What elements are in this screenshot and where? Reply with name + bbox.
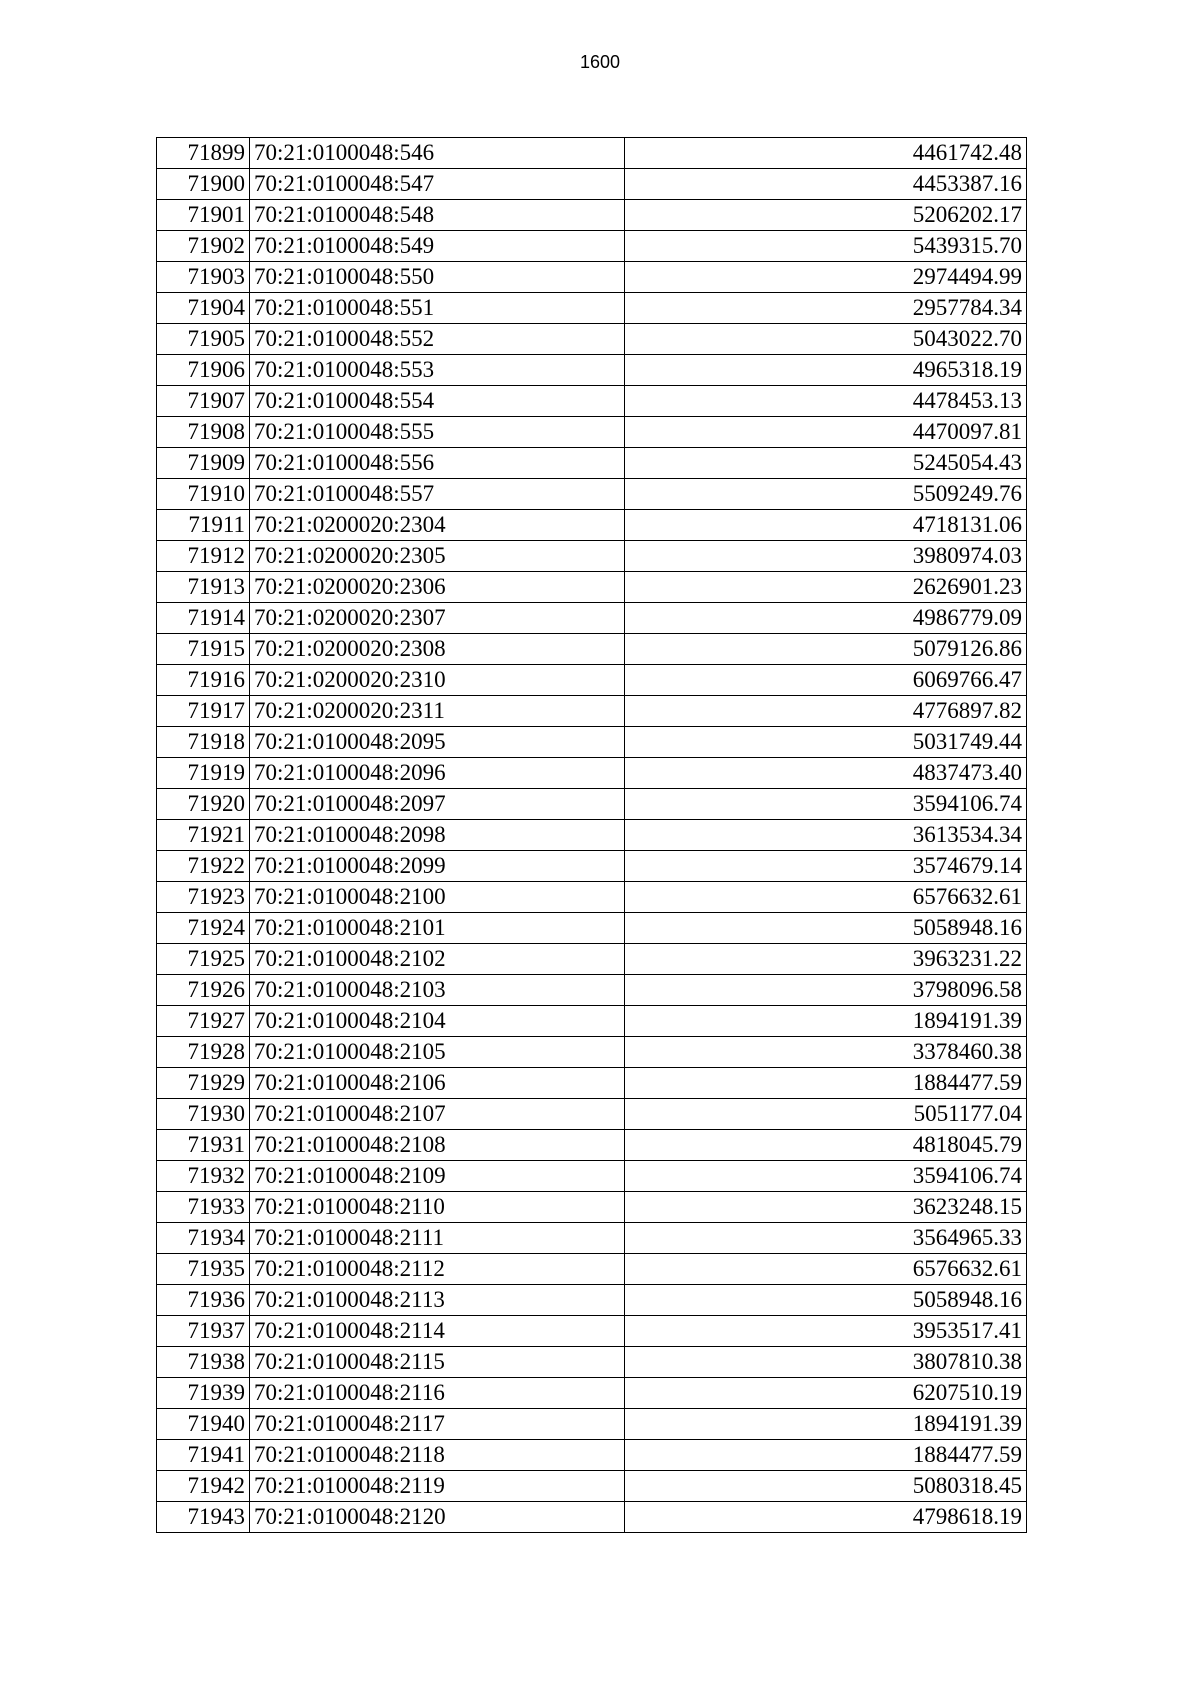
cadastral-number-cell: 70:21:0100048:2112 bbox=[250, 1254, 625, 1285]
row-number-cell: 71919 bbox=[157, 758, 250, 789]
table-row bbox=[157, 1068, 1027, 1099]
row-number-cell: 71939 bbox=[157, 1378, 250, 1409]
cadastral-number-cell: 70:21:0100048:2102 bbox=[250, 944, 625, 975]
table-row bbox=[157, 975, 1027, 1006]
table-row bbox=[157, 882, 1027, 913]
cadastral-number-cell: 70:21:0100048:550 bbox=[250, 262, 625, 293]
cadastral-number-cell: 70:21:0100048:557 bbox=[250, 479, 625, 510]
row-number-cell: 71904 bbox=[157, 293, 250, 324]
cadastral-number-cell: 70:21:0200020:2304 bbox=[250, 510, 625, 541]
cadastral-number-cell: 70:21:0100048:2098 bbox=[250, 820, 625, 851]
table-row bbox=[157, 1285, 1027, 1316]
cadastral-value-cell: 1894191.39 bbox=[625, 1006, 1027, 1037]
table-row bbox=[157, 324, 1027, 355]
cadastral-number-cell: 70:21:0100048:2110 bbox=[250, 1192, 625, 1223]
table-row bbox=[157, 758, 1027, 789]
cadastral-value-cell: 4461742.48 bbox=[625, 138, 1027, 169]
table-row bbox=[157, 448, 1027, 479]
cadastral-value-cell: 3594106.74 bbox=[625, 789, 1027, 820]
table-row bbox=[157, 1502, 1027, 1533]
cadastral-value-cell: 5439315.70 bbox=[625, 231, 1027, 262]
row-number-cell: 71922 bbox=[157, 851, 250, 882]
cadastral-number-cell: 70:21:0100048:2106 bbox=[250, 1068, 625, 1099]
cadastral-number-cell: 70:21:0100048:549 bbox=[250, 231, 625, 262]
table-row bbox=[157, 1192, 1027, 1223]
cadastral-number-cell: 70:21:0200020:2308 bbox=[250, 634, 625, 665]
cadastral-number-cell: 70:21:0100048:2114 bbox=[250, 1316, 625, 1347]
cadastral-number-cell: 70:21:0100048:2096 bbox=[250, 758, 625, 789]
row-number-cell: 71917 bbox=[157, 696, 250, 727]
row-number-cell: 71931 bbox=[157, 1130, 250, 1161]
cadastral-value-cell: 4818045.79 bbox=[625, 1130, 1027, 1161]
cadastral-value-cell: 5058948.16 bbox=[625, 913, 1027, 944]
row-number-cell: 71940 bbox=[157, 1409, 250, 1440]
row-number-cell: 71923 bbox=[157, 882, 250, 913]
table-row bbox=[157, 541, 1027, 572]
cadastral-number-cell: 70:21:0100048:2120 bbox=[250, 1502, 625, 1533]
row-number-cell: 71936 bbox=[157, 1285, 250, 1316]
cadastral-value-cell: 3963231.22 bbox=[625, 944, 1027, 975]
cadastral-value-cell: 3564965.33 bbox=[625, 1223, 1027, 1254]
table-row bbox=[157, 1161, 1027, 1192]
row-number-cell: 71927 bbox=[157, 1006, 250, 1037]
row-number-cell: 71915 bbox=[157, 634, 250, 665]
cadastral-number-cell: 70:21:0100048:2103 bbox=[250, 975, 625, 1006]
cadastral-number-cell: 70:21:0100048:556 bbox=[250, 448, 625, 479]
cadastral-value-cell: 3613534.34 bbox=[625, 820, 1027, 851]
cadastral-value-cell: 4478453.13 bbox=[625, 386, 1027, 417]
cadastral-number-cell: 70:21:0100048:2104 bbox=[250, 1006, 625, 1037]
row-number-cell: 71913 bbox=[157, 572, 250, 603]
table-row bbox=[157, 138, 1027, 169]
table-row bbox=[157, 1409, 1027, 1440]
row-number-cell: 71916 bbox=[157, 665, 250, 696]
cadastral-number-cell: 70:21:0100048:2101 bbox=[250, 913, 625, 944]
row-number-cell: 71937 bbox=[157, 1316, 250, 1347]
cadastral-number-cell: 70:21:0100048:551 bbox=[250, 293, 625, 324]
cadastral-number-cell: 70:21:0100048:2115 bbox=[250, 1347, 625, 1378]
cadastral-value-cell: 5051177.04 bbox=[625, 1099, 1027, 1130]
row-number-cell: 71911 bbox=[157, 510, 250, 541]
row-number-cell: 71924 bbox=[157, 913, 250, 944]
cadastral-number-cell: 70:21:0100048:2113 bbox=[250, 1285, 625, 1316]
cadastral-value-cell: 1884477.59 bbox=[625, 1068, 1027, 1099]
row-number-cell: 71906 bbox=[157, 355, 250, 386]
cadastral-value-cell: 1894191.39 bbox=[625, 1409, 1027, 1440]
table-row bbox=[157, 603, 1027, 634]
cadastral-value-cell: 3807810.38 bbox=[625, 1347, 1027, 1378]
cadastral-value-cell: 3378460.38 bbox=[625, 1037, 1027, 1068]
cadastral-value-cell: 3594106.74 bbox=[625, 1161, 1027, 1192]
cadastral-value-cell: 5245054.43 bbox=[625, 448, 1027, 479]
cadastral-number-cell: 70:21:0100048:2118 bbox=[250, 1440, 625, 1471]
table-row bbox=[157, 479, 1027, 510]
cadastral-value-table bbox=[156, 137, 1027, 1533]
cadastral-number-cell: 70:21:0200020:2306 bbox=[250, 572, 625, 603]
row-number-cell: 71921 bbox=[157, 820, 250, 851]
table-row bbox=[157, 634, 1027, 665]
cadastral-number-cell: 70:21:0100048:552 bbox=[250, 324, 625, 355]
row-number-cell: 71926 bbox=[157, 975, 250, 1006]
row-number-cell: 71914 bbox=[157, 603, 250, 634]
cadastral-number-cell: 70:21:0100048:2111 bbox=[250, 1223, 625, 1254]
row-number-cell: 71900 bbox=[157, 169, 250, 200]
cadastral-value-cell: 6207510.19 bbox=[625, 1378, 1027, 1409]
row-number-cell: 71907 bbox=[157, 386, 250, 417]
cadastral-number-cell: 70:21:0100048:2116 bbox=[250, 1378, 625, 1409]
cadastral-value-cell: 3798096.58 bbox=[625, 975, 1027, 1006]
cadastral-number-cell: 70:21:0100048:2097 bbox=[250, 789, 625, 820]
table-body bbox=[157, 138, 1027, 1533]
cadastral-number-cell: 70:21:0200020:2311 bbox=[250, 696, 625, 727]
row-number-cell: 71903 bbox=[157, 262, 250, 293]
row-number-cell: 71930 bbox=[157, 1099, 250, 1130]
table-row bbox=[157, 1440, 1027, 1471]
row-number-cell: 71933 bbox=[157, 1192, 250, 1223]
cadastral-value-cell: 4453387.16 bbox=[625, 169, 1027, 200]
cadastral-value-cell: 4965318.19 bbox=[625, 355, 1027, 386]
table-row bbox=[157, 1099, 1027, 1130]
table-row bbox=[157, 665, 1027, 696]
row-number-cell: 71920 bbox=[157, 789, 250, 820]
cadastral-value-cell: 3574679.14 bbox=[625, 851, 1027, 882]
row-number-cell: 71901 bbox=[157, 200, 250, 231]
table-row bbox=[157, 169, 1027, 200]
table-row bbox=[157, 1254, 1027, 1285]
row-number-cell: 71941 bbox=[157, 1440, 250, 1471]
cadastral-number-cell: 70:21:0100048:2119 bbox=[250, 1471, 625, 1502]
table-row bbox=[157, 727, 1027, 758]
row-number-cell: 71935 bbox=[157, 1254, 250, 1285]
table-row bbox=[157, 1223, 1027, 1254]
cadastral-number-cell: 70:21:0100048:2095 bbox=[250, 727, 625, 758]
cadastral-number-cell: 70:21:0100048:548 bbox=[250, 200, 625, 231]
table-row bbox=[157, 262, 1027, 293]
cadastral-value-cell: 1884477.59 bbox=[625, 1440, 1027, 1471]
table-row bbox=[157, 1378, 1027, 1409]
cadastral-number-cell: 70:21:0100048:2108 bbox=[250, 1130, 625, 1161]
cadastral-value-cell: 5509249.76 bbox=[625, 479, 1027, 510]
cadastral-value-cell: 6576632.61 bbox=[625, 1254, 1027, 1285]
cadastral-value-cell: 5043022.70 bbox=[625, 324, 1027, 355]
cadastral-value-cell: 4798618.19 bbox=[625, 1502, 1027, 1533]
cadastral-value-cell: 4718131.06 bbox=[625, 510, 1027, 541]
row-number-cell: 71909 bbox=[157, 448, 250, 479]
row-number-cell: 71942 bbox=[157, 1471, 250, 1502]
cadastral-value-cell: 3980974.03 bbox=[625, 541, 1027, 572]
row-number-cell: 71910 bbox=[157, 479, 250, 510]
row-number-cell: 71925 bbox=[157, 944, 250, 975]
cadastral-number-cell: 70:21:0100048:546 bbox=[250, 138, 625, 169]
cadastral-value-cell: 5079126.86 bbox=[625, 634, 1027, 665]
table-row bbox=[157, 572, 1027, 603]
row-number-cell: 71938 bbox=[157, 1347, 250, 1378]
table-row bbox=[157, 1471, 1027, 1502]
row-number-cell: 71918 bbox=[157, 727, 250, 758]
table-row bbox=[157, 1316, 1027, 1347]
cadastral-value-cell: 4986779.09 bbox=[625, 603, 1027, 634]
row-number-cell: 71928 bbox=[157, 1037, 250, 1068]
cadastral-value-cell: 4776897.82 bbox=[625, 696, 1027, 727]
table-row bbox=[157, 200, 1027, 231]
cadastral-number-cell: 70:21:0100048:2117 bbox=[250, 1409, 625, 1440]
table-row bbox=[157, 944, 1027, 975]
table-row bbox=[157, 1130, 1027, 1161]
row-number-cell: 71908 bbox=[157, 417, 250, 448]
cadastral-number-cell: 70:21:0100048:2107 bbox=[250, 1099, 625, 1130]
table-row bbox=[157, 913, 1027, 944]
table-row bbox=[157, 355, 1027, 386]
cadastral-number-cell: 70:21:0100048:553 bbox=[250, 355, 625, 386]
row-number-cell: 71899 bbox=[157, 138, 250, 169]
table-row bbox=[157, 696, 1027, 727]
cadastral-value-cell: 5058948.16 bbox=[625, 1285, 1027, 1316]
cadastral-value-cell: 5080318.45 bbox=[625, 1471, 1027, 1502]
table-row bbox=[157, 231, 1027, 262]
table-row bbox=[157, 789, 1027, 820]
cadastral-number-cell: 70:21:0100048:554 bbox=[250, 386, 625, 417]
row-number-cell: 71912 bbox=[157, 541, 250, 572]
row-number-cell: 71934 bbox=[157, 1223, 250, 1254]
cadastral-value-cell: 2626901.23 bbox=[625, 572, 1027, 603]
table-row bbox=[157, 386, 1027, 417]
cadastral-value-cell: 2957784.34 bbox=[625, 293, 1027, 324]
cadastral-number-cell: 70:21:0200020:2310 bbox=[250, 665, 625, 696]
cadastral-value-cell: 2974494.99 bbox=[625, 262, 1027, 293]
table-row bbox=[157, 820, 1027, 851]
row-number-cell: 71902 bbox=[157, 231, 250, 262]
cadastral-value-cell: 6069766.47 bbox=[625, 665, 1027, 696]
row-number-cell: 71905 bbox=[157, 324, 250, 355]
table-row bbox=[157, 1347, 1027, 1378]
table-row bbox=[157, 293, 1027, 324]
cadastral-number-cell: 70:21:0100048:547 bbox=[250, 169, 625, 200]
cadastral-value-cell: 3623248.15 bbox=[625, 1192, 1027, 1223]
cadastral-number-cell: 70:21:0100048:2105 bbox=[250, 1037, 625, 1068]
cadastral-value-cell: 5206202.17 bbox=[625, 200, 1027, 231]
cadastral-number-cell: 70:21:0100048:2099 bbox=[250, 851, 625, 882]
cadastral-number-cell: 70:21:0200020:2305 bbox=[250, 541, 625, 572]
row-number-cell: 71932 bbox=[157, 1161, 250, 1192]
cadastral-number-cell: 70:21:0200020:2307 bbox=[250, 603, 625, 634]
table-row bbox=[157, 1006, 1027, 1037]
table-row bbox=[157, 417, 1027, 448]
cadastral-value-cell: 3953517.41 bbox=[625, 1316, 1027, 1347]
table-row bbox=[157, 851, 1027, 882]
page-number: 1600 bbox=[579, 52, 621, 72]
cadastral-number-cell: 70:21:0100048:2100 bbox=[250, 882, 625, 913]
cadastral-value-cell: 4837473.40 bbox=[625, 758, 1027, 789]
table-row bbox=[157, 1037, 1027, 1068]
cadastral-value-cell: 5031749.44 bbox=[625, 727, 1027, 758]
row-number-cell: 71929 bbox=[157, 1068, 250, 1099]
table-row bbox=[157, 510, 1027, 541]
row-number-cell: 71943 bbox=[157, 1502, 250, 1533]
cadastral-value-cell: 6576632.61 bbox=[625, 882, 1027, 913]
cadastral-value-cell: 4470097.81 bbox=[625, 417, 1027, 448]
cadastral-number-cell: 70:21:0100048:2109 bbox=[250, 1161, 625, 1192]
cadastral-number-cell: 70:21:0100048:555 bbox=[250, 417, 625, 448]
